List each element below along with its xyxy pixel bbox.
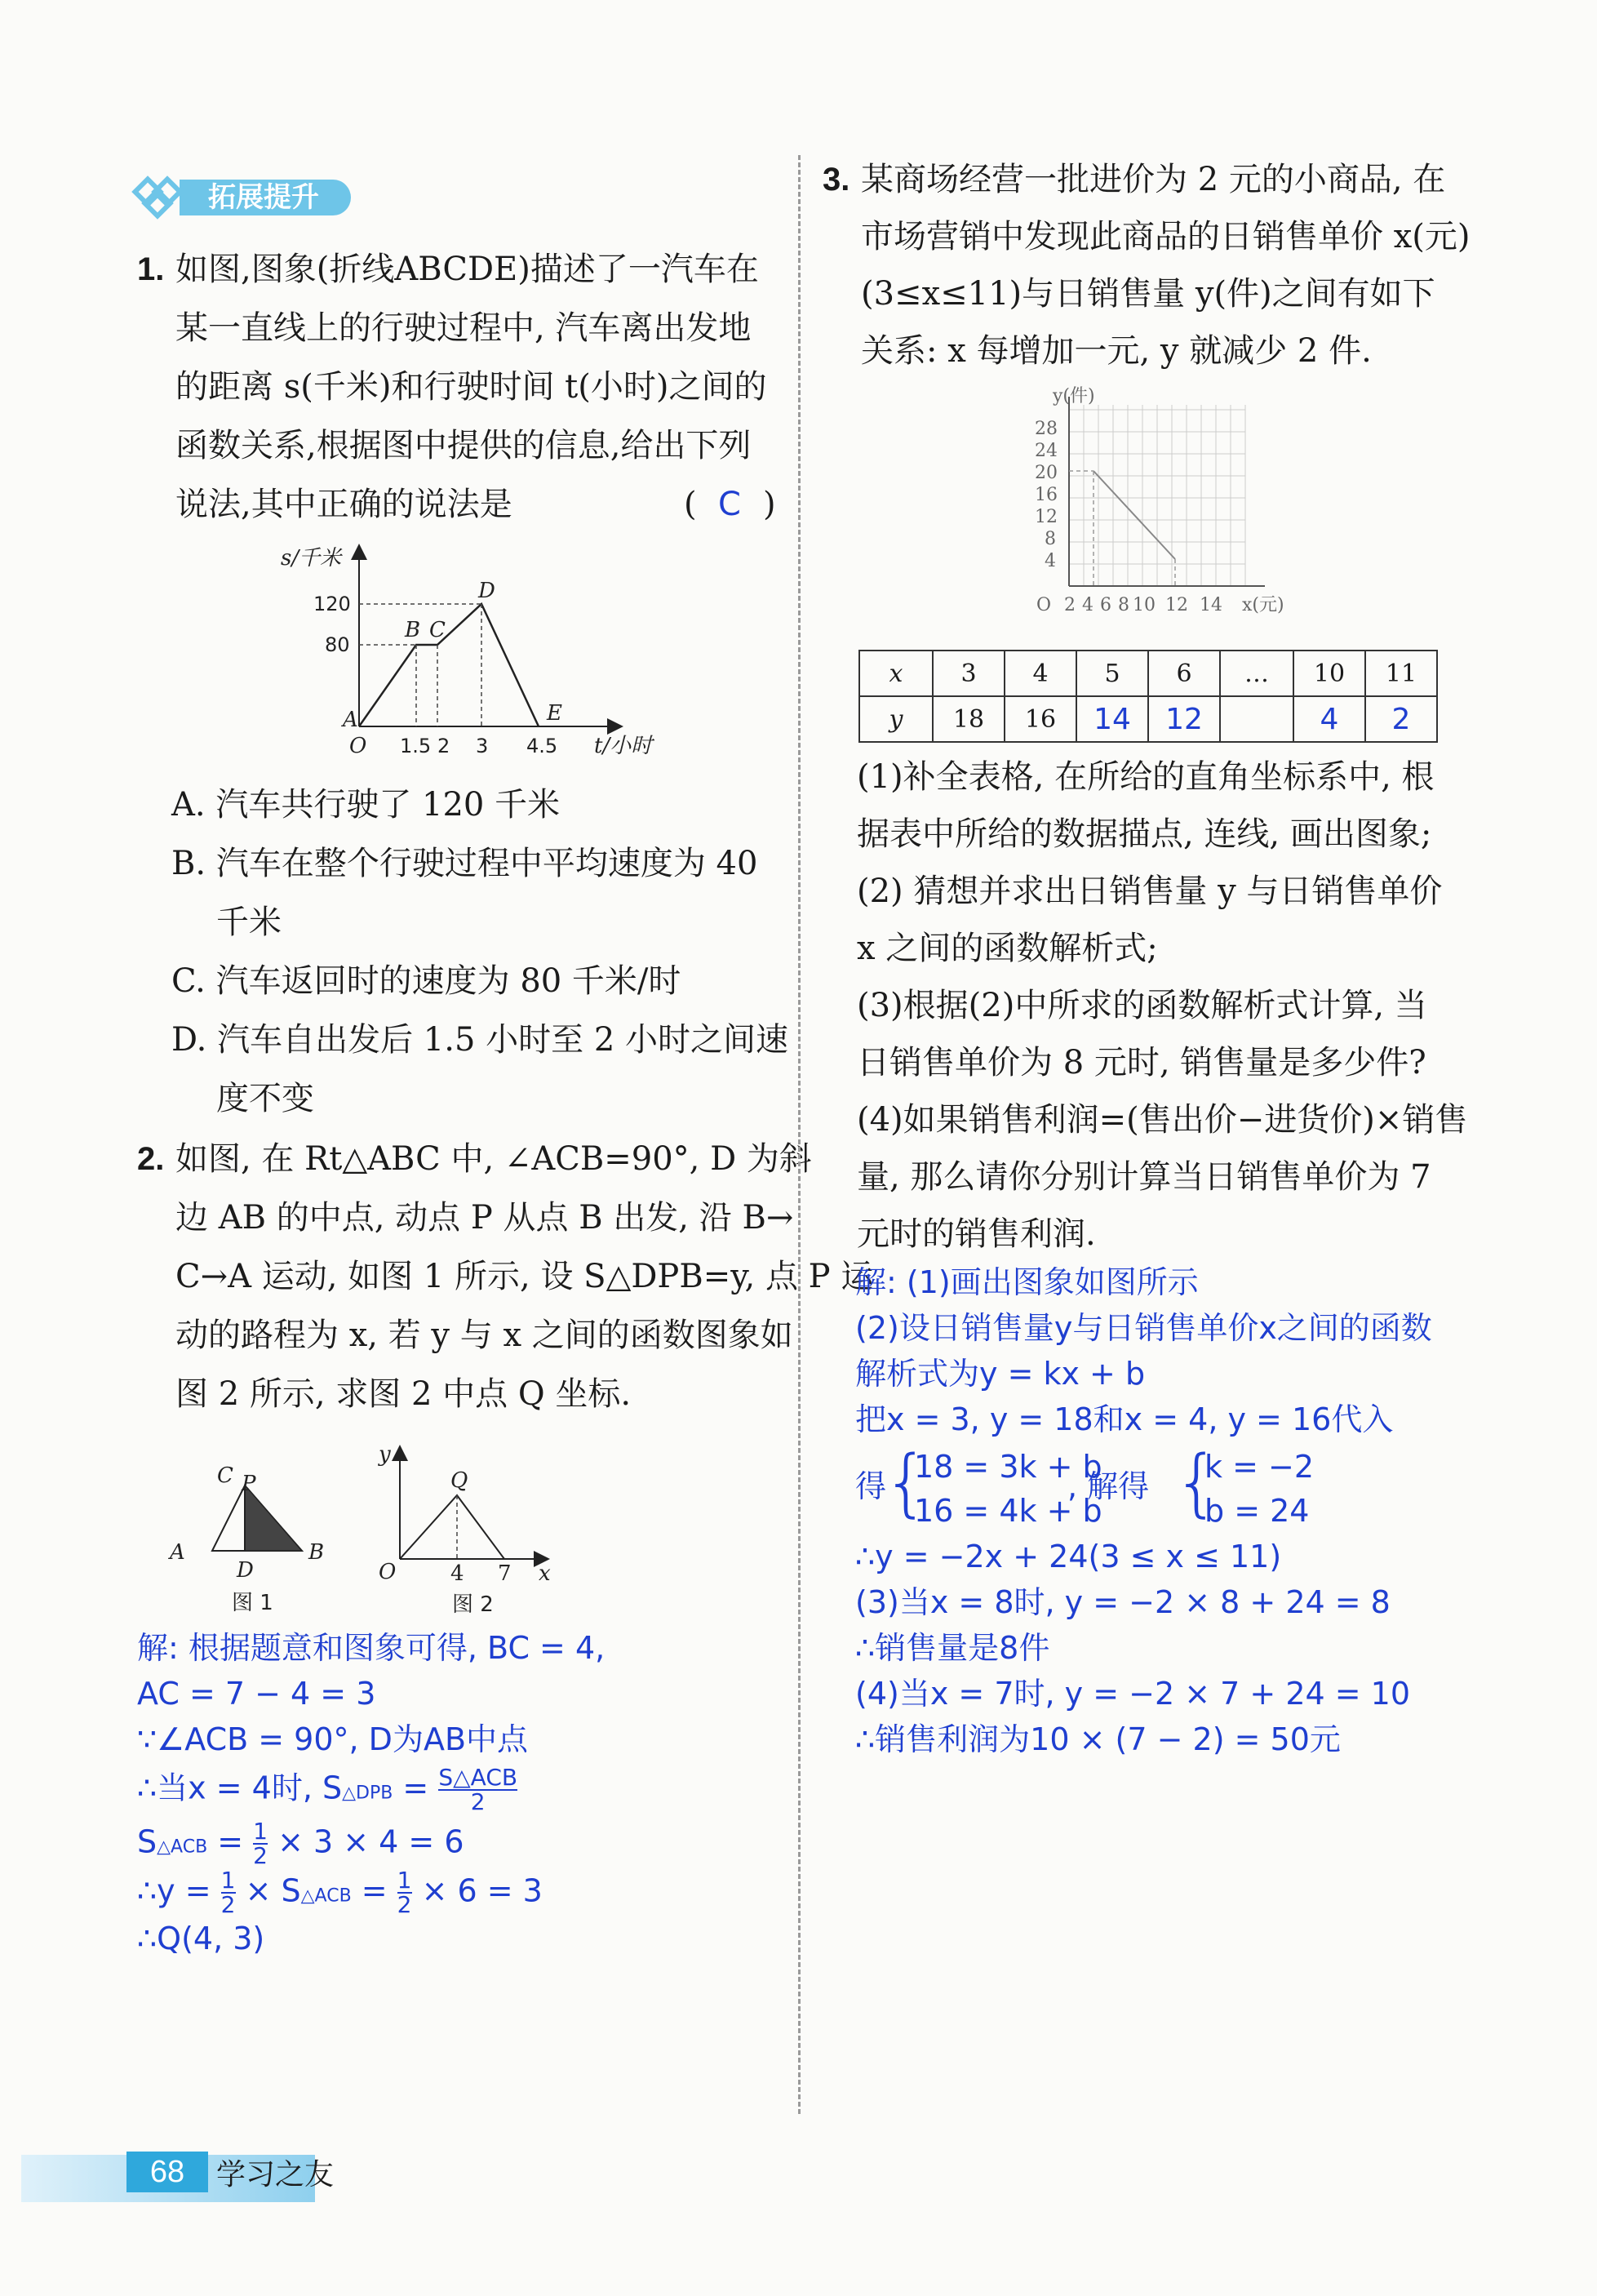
q3-table-row-x	[859, 651, 1437, 696]
q3-part-line: 元时的销售利润.	[857, 1215, 1096, 1253]
q3-part-line: (3)根据(2)中所求的函数解析式计算, 当	[857, 987, 1427, 1024]
q3-xtick: 10	[1133, 595, 1156, 615]
q3-table-cell: 4	[1005, 651, 1076, 696]
q3-solution-line: (4)当x = 7时, y = −2 × 7 + 24 = 10	[855, 1676, 1411, 1712]
q3-table-cell-answer: 12	[1148, 696, 1220, 742]
q3-ytick: 16	[1035, 485, 1058, 505]
q3-graph	[1028, 384, 1322, 620]
q2-line: 动的路程为 x, 若 y 与 x 之间的函数图象如	[175, 1317, 793, 1354]
q1-ytick: 120	[313, 593, 351, 615]
q3-number: 3.	[823, 162, 850, 198]
q1-point-d: D	[478, 579, 495, 603]
q2-solution-line: AC = 7 − 4 = 3	[137, 1676, 376, 1712]
q3-table-cell: 11	[1365, 651, 1437, 696]
q1-point-e: E	[547, 701, 562, 726]
q3-table-cell	[1220, 696, 1293, 742]
q2-fig2-label: y	[379, 1442, 391, 1467]
q3-ytick: 24	[1035, 441, 1058, 461]
q1-option-d: D. 汽车自出发后 1.5 小时至 2 小时之间速	[171, 1021, 788, 1059]
q3-line: 市场营销中发现此商品的日销售单价 x(元)	[861, 218, 1471, 255]
q1-answer-paren-open: (	[684, 486, 697, 523]
q3-origin: O	[1036, 595, 1052, 615]
q3-ylabel: y(件)	[1053, 386, 1095, 406]
q1-polyline	[359, 604, 539, 726]
q2-fig2-graph	[400, 1495, 504, 1559]
q3-graph-line	[1094, 471, 1175, 559]
page-number: 68	[126, 2152, 208, 2192]
q3-ytick: 20	[1035, 463, 1058, 483]
q2-solution-line: 解: 根据题意和图象可得, BC = 4,	[137, 1630, 606, 1666]
q2-solution-line: ∴当x = 4时, S△DPB = S△ACB 2	[137, 1764, 518, 1815]
q3-line: 某商场经营一批进价为 2 元的小商品, 在	[861, 161, 1446, 198]
q2-fig2-label: 4	[450, 1561, 464, 1586]
q3-line: 关系: x 每增加一元, y 就减少 2 件.	[861, 332, 1372, 370]
q1-ylabel: s/千米	[281, 546, 342, 571]
q3-part-line: (4)如果销售利润=(售出价−进货价)×销售	[857, 1101, 1468, 1139]
q2-line: 如图, 在 Rt△ABC 中, ∠ACB=90°, D 为斜	[175, 1140, 812, 1178]
q3-table-row-y	[859, 696, 1437, 742]
q2-fig1-label: P	[242, 1472, 256, 1496]
q1-xtick: 4.5	[526, 735, 558, 757]
q1-line: 说法,其中正确的说法是	[175, 486, 512, 523]
q2-fig1-label: D	[237, 1558, 254, 1583]
q3-xtick: 4	[1082, 595, 1094, 615]
q1-graph	[277, 539, 669, 767]
q3-solution-line: 解析式为y = kx + b	[855, 1356, 1146, 1392]
q3-table-cell-answer: 2	[1365, 696, 1437, 742]
q3-table-cell: 5	[1076, 651, 1148, 696]
q1-number: 1.	[137, 251, 165, 287]
q1-line: 函数关系,根据图中提供的信息,给出下列	[175, 427, 752, 464]
q3-solution-line: 把x = 3, y = 18和x = 4, y = 16代入	[855, 1401, 1394, 1437]
q2-number: 2.	[137, 1141, 165, 1177]
q3-solution-line: ∴y = −2x + 24(3 ≤ x ≤ 11)	[855, 1539, 1282, 1574]
q2-fig2-label: 7	[498, 1561, 512, 1586]
q3-table-cell-answer: 4	[1293, 696, 1365, 742]
q3-table-cell-answer: 14	[1076, 696, 1148, 742]
q1-option-d-cont: 度不变	[216, 1080, 314, 1117]
q2-fig1	[163, 1453, 343, 1616]
q1-option-b: B. 汽车在整个行驶过程中平均速度为 40	[171, 845, 758, 882]
q3-table-cell: 18	[933, 696, 1005, 742]
q3-table-cell: 16	[1005, 696, 1076, 742]
q2-fig1-label: C	[217, 1463, 233, 1488]
section-title: 拓展提升	[208, 181, 319, 214]
q3-xtick: 8	[1118, 595, 1129, 615]
q3-ytick: 8	[1045, 529, 1056, 549]
q2-line: C→A 运动, 如图 1 所示, 设 S△DPB=y, 点 P 运	[175, 1258, 874, 1295]
column-divider	[798, 155, 801, 2114]
q3-xlabel: x(元)	[1242, 595, 1284, 615]
q3-part-line: 量, 那么请你分别计算当日销售单价为 7	[857, 1158, 1431, 1196]
q2-line: 图 2 所示, 求图 2 中点 Q 坐标.	[175, 1375, 632, 1413]
q2-solution-line: ∴y = $\frac{1}{2}$ × S△ACB = $\frac{1}{2}$ × 6 = 3	[137, 1867, 543, 1918]
q3-table-header-y: y	[859, 696, 933, 742]
q2-fig2-label: x	[539, 1561, 551, 1586]
q3-xtick: 12	[1165, 595, 1188, 615]
q3-ytick: 4	[1045, 551, 1056, 571]
q1-option-b-cont: 千米	[216, 904, 282, 941]
q3-xtick: 14	[1200, 595, 1222, 615]
q2-solution-line: ∵∠ACB = 90°, D为AB中点	[137, 1721, 529, 1757]
q2-fig2-label: O	[379, 1560, 397, 1584]
brand-name: 学习之友	[216, 2158, 335, 2192]
q2-fig2-caption: 图 2	[452, 1592, 494, 1617]
q1-xtick: 2	[437, 735, 450, 757]
q2-solution-line: S△ACB = $\frac{1}{2}$ × 3 × 4 = 6	[137, 1818, 464, 1869]
q1-line: 如图,图象(折线ABCDE)描述了一汽车在	[175, 251, 759, 288]
q1-origin: O	[349, 734, 367, 758]
q3-xtick: 2	[1064, 595, 1076, 615]
q2-fig1-label: A	[170, 1540, 185, 1565]
section-header	[131, 175, 351, 217]
q3-solution-line: (2)设日销售量y与日销售单价x之间的函数	[855, 1310, 1432, 1346]
q1-ytick: 80	[325, 633, 350, 656]
q3-table-cell: …	[1220, 651, 1293, 696]
q1-point-b: B	[405, 618, 421, 642]
q1-xtick: 3	[476, 735, 489, 757]
q3-table-header-x: x	[859, 651, 933, 696]
q3-part-line: 据表中所给的数据描点, 连线, 画出图象;	[857, 815, 1432, 853]
q1-point-a: A	[343, 708, 358, 732]
q2-fig2	[367, 1437, 563, 1624]
q1-answer-paren-close: )	[763, 486, 776, 523]
q3-table	[858, 650, 1438, 743]
q3-part-line: (2) 猜想并求出日销售量 y 与日销售单价	[857, 873, 1443, 910]
q1-line: 的距离 s(千米)和行驶时间 t(小时)之间的	[175, 368, 767, 406]
q3-line: (3≤x≤11)与日销售量 y(件)之间有如下	[861, 275, 1435, 313]
q3-part-line: x 之间的函数解析式;	[857, 930, 1158, 967]
q2-solution-line: ∴Q(4, 3)	[137, 1921, 265, 1956]
q2-fig1-caption: 图 1	[232, 1591, 273, 1615]
q3-solution-line: ∴销售量是8件	[855, 1630, 1050, 1666]
q3-solution-line: ∴销售利润为10 × (7 − 2) = 50元	[855, 1721, 1341, 1757]
q1-answer: C	[718, 486, 741, 523]
q1-line: 某一直线上的行驶过程中, 汽车离出发地	[175, 309, 752, 347]
q2-line: 边 AB 的中点, 动点 P 从点 B 出发, 沿 B→	[175, 1199, 794, 1237]
q3-ytick: 12	[1035, 507, 1058, 527]
q1-option-c: C. 汽车返回时的速度为 80 千米/时	[171, 962, 681, 1000]
q1-xlabel: t/小时	[594, 734, 653, 758]
q3-part-line: (1)补全表格, 在所给的直角坐标系中, 根	[857, 758, 1435, 796]
q3-table-cell: 6	[1148, 651, 1220, 696]
q3-part-line: 日销售单价为 8 元时, 销售量是多少件?	[857, 1044, 1426, 1081]
q3-ytick: 28	[1035, 419, 1058, 439]
q1-option-a: A. 汽车共行驶了 120 千米	[171, 786, 561, 824]
q1-xtick: 1.5	[400, 735, 432, 757]
q3-solution-line: (3)当x = 8时, y = −2 × 8 + 24 = 8	[855, 1584, 1391, 1620]
q2-fig1-label: B	[308, 1540, 325, 1565]
q1-point-c: C	[429, 618, 446, 642]
q3-xtick: 6	[1100, 595, 1111, 615]
q2-fig2-label: Q	[450, 1468, 468, 1493]
q3-solution-line: 解: (1)画出图象如图所示	[855, 1264, 1199, 1300]
q3-table-cell: 10	[1293, 651, 1365, 696]
q3-table-cell: 3	[933, 651, 1005, 696]
